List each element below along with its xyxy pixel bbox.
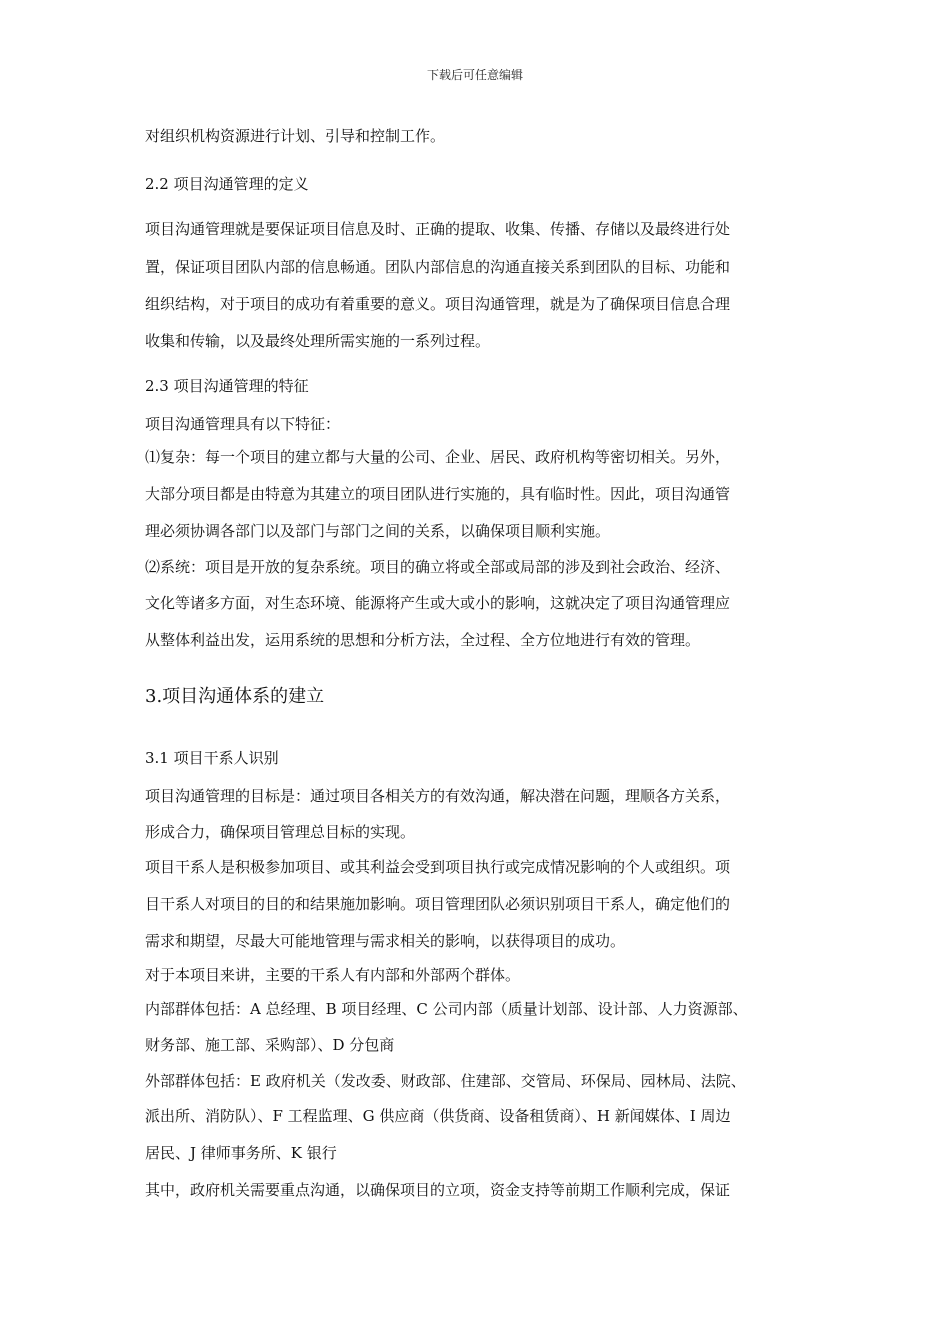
paragraph-line: ⑵系统：项目是开放的复杂系统。项目的确立将或全部或局部的涉及到社会政治、经济、 xyxy=(145,558,731,576)
paragraph-line: 项目沟通管理的目标是：通过项目各相关方的有效沟通，解决潜在问题，理顺各方关系， xyxy=(145,787,731,805)
paragraph-line: 项目沟通管理具有以下特征： xyxy=(145,415,341,433)
paragraph-line: 财务部、施工部、采购部）、D 分包商 xyxy=(145,1036,395,1054)
paragraph-line: 收集和传输，以及最终处理所需实施的一系列过程。 xyxy=(145,332,491,350)
paragraph-line: 需求和期望，尽最大可能地管理与需求相关的影响，以获得项目的成功。 xyxy=(145,932,626,950)
paragraph-line: 内部群体包括：A 总经理、B 项目经理、C 公司内部（质量计划部、设计部、人力资源部、 xyxy=(145,1000,748,1018)
paragraph-line: 对于本项目来讲，主要的干系人有内部和外部两个群体。 xyxy=(145,966,521,984)
paragraph-line: 对组织机构资源进行计划、引导和控制工作。 xyxy=(145,127,446,145)
paragraph-line: 理必须协调各部门以及部门与部门之间的关系，以确保项目顺利实施。 xyxy=(145,522,611,540)
paragraph-line: 项目沟通管理就是要保证项目信息及时、正确的提取、收集、传播、存储以及最终进行处 xyxy=(145,220,731,238)
paragraph-line: 其中，政府机关需要重点沟通，以确保项目的立项，资金支持等前期工作顺利完成，保证 xyxy=(145,1181,731,1199)
paragraph-line: 派出所、消防队）、F 工程监理、G 供应商（供货商、设备租赁商）、H 新闻媒体、I 周边 xyxy=(145,1107,731,1125)
paragraph-line: ⑴复杂：每一个项目的建立都与大量的公司、企业、居民、政府机构等密切相关。另外， xyxy=(145,448,731,466)
paragraph-line: 形成合力，确保项目管理总目标的实现。 xyxy=(145,823,416,841)
paragraph-line: 项目干系人是积极参加项目、或其利益会受到项目执行或完成情况影响的个人或组织。项 xyxy=(145,858,731,876)
paragraph-line: 居民、J 律师事务所、K 银行 xyxy=(145,1144,337,1162)
page-header: 下载后可任意编辑 xyxy=(426,68,523,82)
chapter-heading: 3.项目沟通体系的建立 xyxy=(145,686,325,707)
paragraph-line: 组织结构，对于项目的成功有着重要的意义。项目沟通管理，就是为了确保项目信息合理 xyxy=(145,295,731,313)
section-heading: 2.3 项目沟通管理的特征 xyxy=(145,377,309,395)
paragraph-line: 文化等诸多方面，对生态环境、能源将产生或大或小的影响，这就决定了项目沟通管理应 xyxy=(145,594,731,612)
paragraph-line: 目干系人对项目的目的和结果施加影响。项目管理团队必须识别项目干系人，确定他们的 xyxy=(145,895,731,913)
paragraph-line: 从整体利益出发，运用系统的思想和分析方法，全过程、全方位地进行有效的管理。 xyxy=(145,631,701,649)
section-heading: 3.1 项目干系人识别 xyxy=(145,749,279,767)
paragraph-line: 大部分项目都是由特意为其建立的项目团队进行实施的，具有临时性。因此，项目沟通管 xyxy=(145,485,731,503)
paragraph-line: 置，保证项目团队内部的信息畅通。团队内部信息的沟通直接关系到团队的目标、功能和 xyxy=(145,258,731,276)
section-heading: 2.2 项目沟通管理的定义 xyxy=(145,175,309,193)
paragraph-line: 外部群体包括：E 政府机关（发改委、财政部、住建部、交管局、环保局、园林局、法院、 xyxy=(145,1072,746,1090)
